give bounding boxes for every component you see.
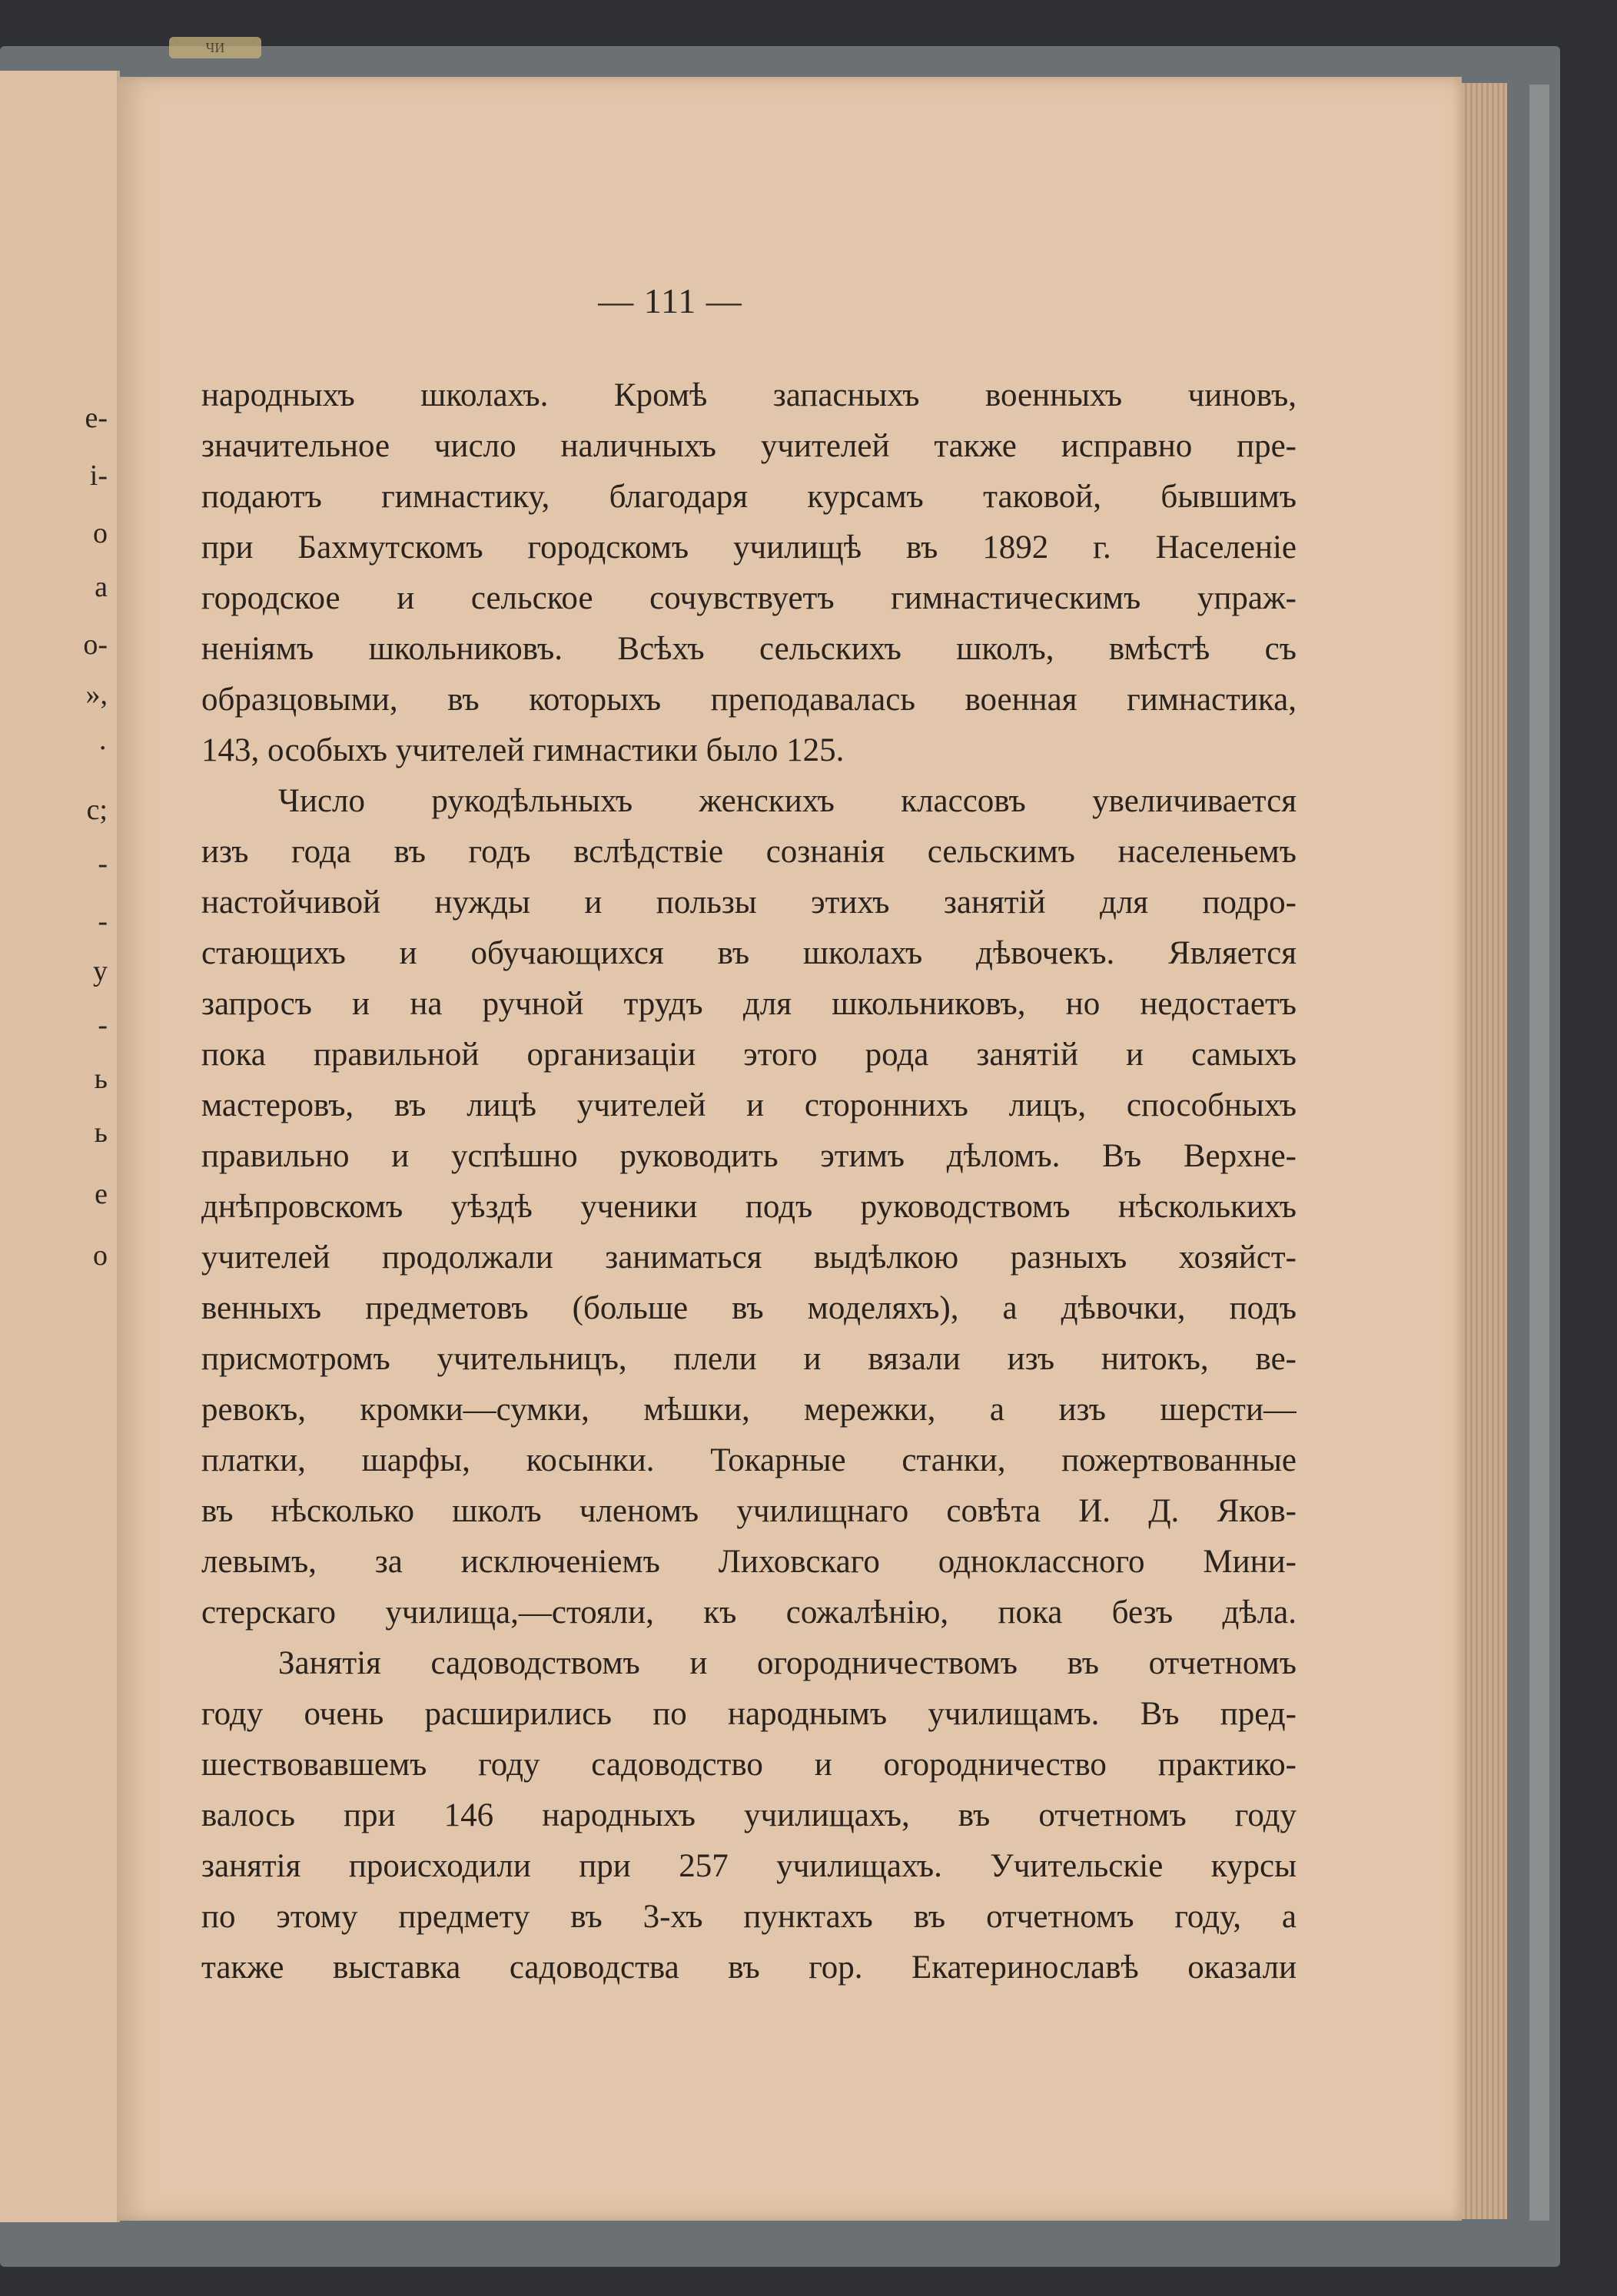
text-line: городское и сельское сочувствуетъ гимнастическимъ упраж-	[201, 580, 1297, 616]
text-line: венныхъ предметовъ (больше въ моделяхъ), а дѣвочки, подъ	[201, 1290, 1297, 1326]
text-line: въ нѣсколько школъ членомъ училищнаго совѣта И. Д. Яков-	[201, 1493, 1297, 1529]
text-line: ревокъ, кромки—сумки, мѣшки, мережки, а изъ шерсти—	[201, 1392, 1297, 1428]
text-line: году очень расширились по народнымъ училищамъ. Въ пред-	[201, 1696, 1297, 1732]
page-edges	[1456, 83, 1507, 2219]
text-line: присмотромъ учительницъ, плели и вязали изъ нитокъ, ве-	[201, 1341, 1297, 1377]
text-line: подаютъ гимнастику, благодаря курсамъ таковой, бывшимъ	[201, 479, 1297, 515]
text-line: по этому предмету въ 3-хъ пунктахъ въ отчетномъ году, а	[201, 1899, 1297, 1935]
text-line: народныхъ школахъ. Кромѣ запасныхъ военныхъ чиновъ,	[201, 377, 1297, 413]
text-line: учителей продолжали заниматься выдѣлкою разныхъ хозяйст-	[201, 1239, 1297, 1276]
text-line: стающихъ и обучающихся въ школахъ дѣвочекъ. Является	[201, 935, 1297, 971]
left-page	[0, 71, 120, 2222]
text-line: значительное число наличныхъ учителей также исправно пре-	[201, 428, 1297, 464]
left-page-fragment: ·	[98, 732, 108, 765]
left-page-fragment: ь	[94, 1116, 108, 1149]
left-page-fragment: у	[93, 955, 108, 987]
left-page-fragment: i-	[89, 460, 108, 492]
left-page-fragment: »,	[85, 679, 108, 711]
text-line: пока правильной организаціи этого рода занятій и самыхъ	[201, 1037, 1297, 1073]
text-line: днѣпровскомъ уѣздѣ ученики подъ руководствомъ нѣсколькихъ	[201, 1189, 1297, 1225]
left-page-fragment: -	[98, 848, 108, 880]
text-line: валось при 146 народныхъ училищахъ, въ отчетномъ году	[201, 1797, 1297, 1833]
right-page	[117, 77, 1462, 2221]
text-line: настойчивой нужды и пользы этихъ занятій для подро-	[201, 884, 1297, 921]
left-page-fragment: е	[95, 1178, 108, 1210]
left-page-fragment: -	[98, 905, 108, 937]
text-line: образцовыми, въ которыхъ преподавалась военная гимнастика,	[201, 682, 1297, 718]
text-line: Занятія садоводствомъ и огородничествомъ въ отчетномъ	[278, 1645, 1297, 1681]
text-line: шествовавшемъ году садоводство и огородничество практико-	[201, 1747, 1297, 1783]
left-page-fragment: ь	[94, 1063, 108, 1095]
text-line: при Бахмутскомъ городскомъ училищѣ въ 1892 г. Населеніе	[201, 529, 1297, 566]
left-page-fragment: о	[93, 1239, 108, 1272]
text-line: правильно и успѣшно руководить этимъ дѣломъ. Въ Верхне-	[201, 1138, 1297, 1174]
text-line: левымъ, за исключеніемъ Лиховскаго одноклассного Мини-	[201, 1544, 1297, 1580]
left-page-fragment: с;	[86, 794, 108, 826]
text-line: 143, особыхъ учителей гимнастики было 125.	[201, 732, 845, 768]
text-line: изъ года въ годъ вслѣдствіе сознанія сельскимъ населеньемъ	[201, 834, 1297, 870]
text-line: также выставка садоводства въ гор. Екатеринославѣ оказали	[201, 1949, 1297, 1986]
text-line: мастеровъ, въ лицѣ учителей и стороннихъ лицъ, способныхъ	[201, 1087, 1297, 1123]
page-number: — 111 —	[598, 281, 742, 320]
body-text	[201, 370, 1297, 1993]
left-page-fragment: о	[93, 517, 108, 549]
text-line: занятія происходили при 257 училищахъ. Учительскіе курсы	[201, 1848, 1297, 1884]
left-page-fragment: о-	[83, 629, 108, 661]
text-line: неніямъ школьниковъ. Всѣхъ сельскихъ школъ, вмѣстѣ съ	[201, 631, 1297, 667]
text-line: запросъ и на ручной трудъ для школьниковъ, но недостаетъ	[201, 986, 1297, 1022]
text-line: платки, шарфы, косынки. Токарные станки, пожертвованные	[201, 1442, 1297, 1478]
cover-edge	[1529, 85, 1549, 2221]
text-line: стерскаго училища,—стояли, къ сожалѣнію, пока безъ дѣла.	[201, 1594, 1297, 1631]
text-line: Число рукодѣльныхъ женскихъ классовъ увеличивается	[278, 783, 1297, 819]
left-page-fragment: -	[98, 1009, 108, 1041]
library-stamp: ЧИ	[169, 37, 261, 58]
left-page-fragment: а	[95, 571, 108, 603]
left-page-fragment: е-	[85, 402, 108, 434]
left-page-fragments	[0, 71, 117, 2222]
